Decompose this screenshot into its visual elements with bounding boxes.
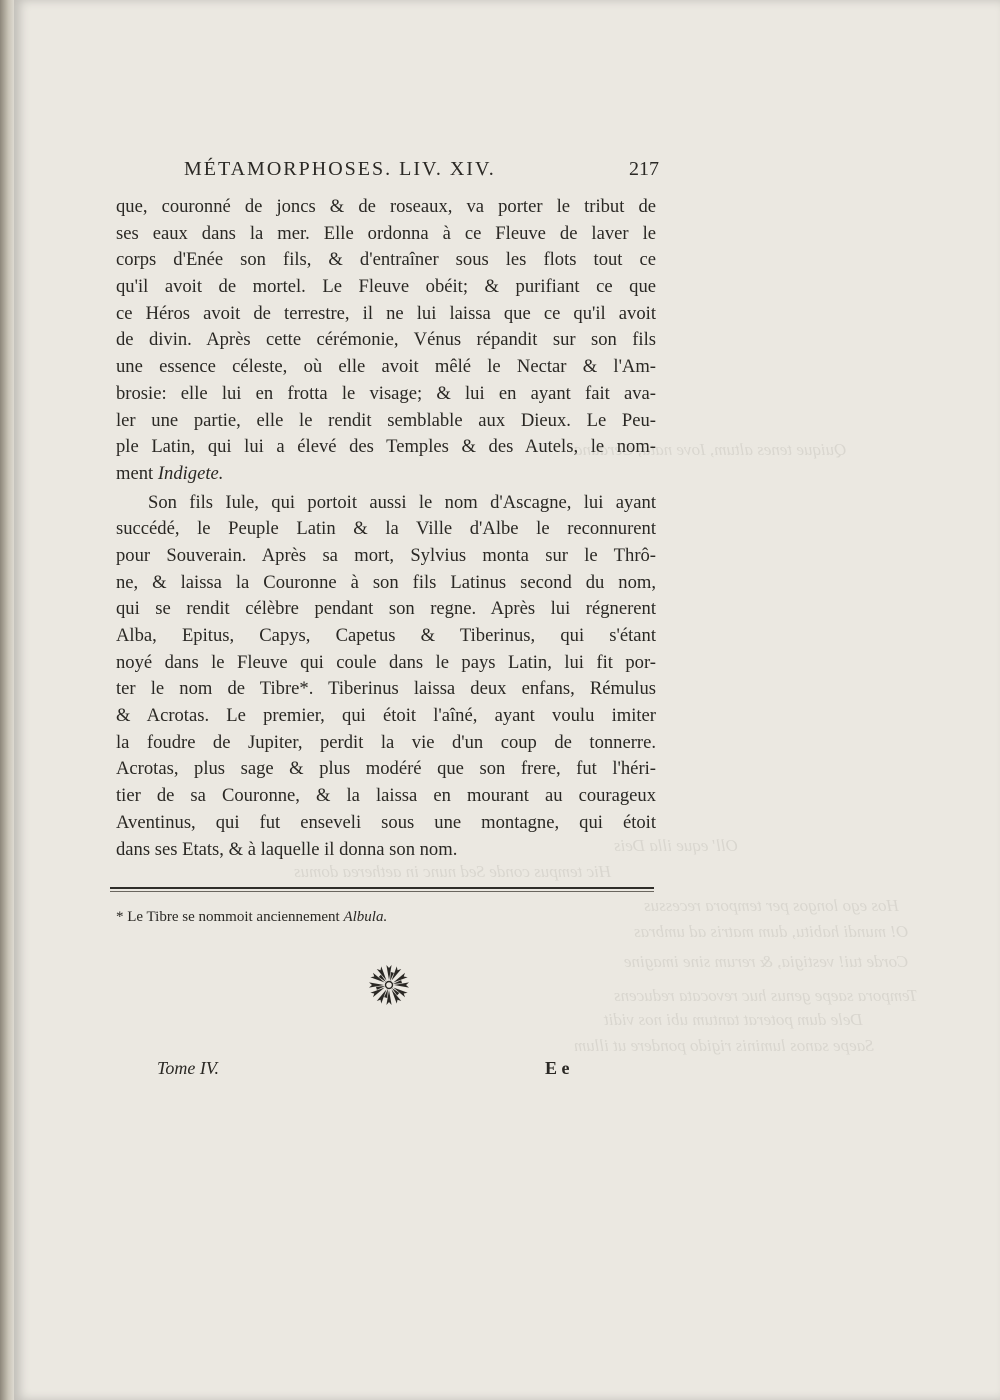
text-line: ter le nom de Tibre*. Tiberinus laissa deux enfans, Rémulus [116,678,656,700]
show-through-line: Dele dum poterat tantum ubi nos vidit [604,1010,863,1029]
text-line: & Acrotas. Le premier, qui étoit l'aîné, ayant voulu imiter [116,705,656,727]
text-line: ne, & laissa la Couronne à son fils Latinus second du nom, [116,571,656,593]
text-line: de divin. Après cette cérémonie, Vénus répandit sur son fils [116,329,656,351]
text-line: corps d'Enée son fils, & d'entraîner sous les flots tout ce [116,249,656,271]
show-through-line: Quique tenes altum, Iove nata, Cerauna [574,440,847,459]
text-line: qui se rendit célèbre pendant son regne. Après lui régnerent [116,598,656,620]
text-line: la foudre de Jupiter, perdit la vie d'un coup de tonnerre. [116,731,656,753]
show-through-line: O! mundi habitu, dum matris ad umbras [634,922,909,941]
italic-term: Indigete. [157,462,224,484]
paragraph-1 [116,194,656,488]
show-through-line: Corde tui! vestigia, & rerum sine imagine [624,952,909,971]
show-through-line: Tempora saepe genus huc revocata reducens [614,986,918,1005]
text-line-last: dans ses Etats, & à laquelle il donna son nom. [116,838,458,860]
show-through-line: Oll' eque illa Deis [614,836,739,855]
footnote [116,909,387,926]
page-edge [0,0,14,1400]
text-line: Aventinus, qui fut enseveli sous une montagne, qui étoit [116,811,656,833]
running-head-title: MÉTAMORPHOSES. LIV. XIV. [184,158,496,180]
footnote-italic: Albula. [343,909,388,925]
text-line: pour Souverain. Après sa mort, Sylvius monta sur le Thrô- [116,544,656,566]
fleuron-ornament-icon [366,962,412,1008]
text-line: noyé dans le Fleuve qui coule dans le pays Latin, lui fit por- [116,651,656,673]
show-through-line: Saepe sanos luminis rigido pondere ut illum [574,1036,874,1055]
footnote-rule-thin [110,891,654,892]
text-line: succédé, le Peuple Latin & la Ville d'Albe le reconnurent [116,518,656,540]
text-line: brosie: elle lui en frotta le visage; & lui en ayant fait ava- [116,382,656,404]
text-line: Acrotas, plus sage & plus modéré que son frere, fut l'héri- [116,758,656,780]
text-line: ler une partie, elle le rendit semblable aux Dieux. Le Peu- [116,409,656,431]
text-line: une essence céleste, où elle avoit mêlé le Nectar & l'Am- [116,356,656,378]
body-text [116,194,656,863]
text-line: qu'il avoit de mortel. Le Fleuve obéit; & purifiant ce que [116,276,656,298]
text-line: ple Latin, qui lui a élevé des Temples & des Autels, le nom- [116,436,656,458]
page-number: 217 [629,158,659,180]
show-through-line: Hic tempus conde Sed nunc in aetherea domus [294,862,612,881]
text-line: ce Héros avoit de terrestre, il ne lui laissa que ce qu'il avoit [116,302,656,324]
volume-label: Tome IV. [157,1058,220,1078]
signature-mark: E e [545,1058,570,1078]
text-line: que, couronné de joncs & de roseaux, va porter le tribut de [116,196,656,217]
show-through-line: Hos ego longos per tempora recessus [644,896,899,915]
text-line: ses eaux dans la mer. Elle ordonna à ce Fleuve de laver le [116,222,656,244]
footnote-marker: * [116,909,124,925]
paragraph-2 [116,490,656,864]
text-line: Alba, Epitus, Capys, Capetus & Tiberinus, qui s'étant [116,625,656,646]
footnote-text: Le Tibre se nommoit anciennement [127,909,344,925]
text-line: Son fils Iule, qui portoit aussi le nom d'Ascagne, lui ayant [148,491,656,513]
text-fragment: ment [116,462,158,484]
footnote-rule [110,887,654,889]
text-line: tier de sa Couronne, & la laissa en mourant au courageux [116,785,656,807]
running-head [184,158,659,190]
text-line-last [116,461,656,488]
